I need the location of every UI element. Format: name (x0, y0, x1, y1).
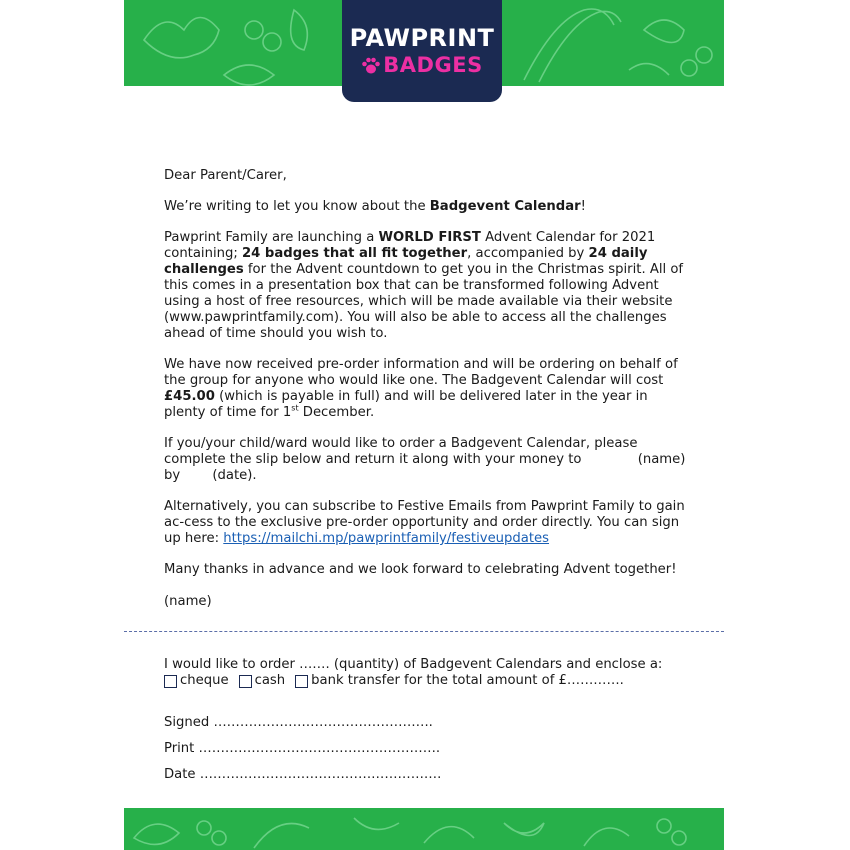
letter-page (124, 0, 724, 850)
paragraph-intro: We’re writing to let you know about the Badgevent Calendar! (164, 199, 586, 214)
cut-line (124, 631, 724, 632)
paw-icon (361, 57, 381, 75)
paragraph-subscribe: Alternatively, you can subscribe to Festive Emails from Pawprint Family to gain ac-cess to the exclusive pre-order opportunity and order directly. You can sign up here: https://mailchi.mp/pawprintfamily/festiveupdates (164, 499, 685, 546)
pawprint-badges-logo (342, 0, 502, 102)
date-line: Date ………………………………………………. (164, 767, 442, 782)
option-cash[interactable]: cash (239, 673, 286, 689)
checkbox-bank-transfer[interactable] (295, 675, 308, 688)
signed-line: Signed ………………………………………….. (164, 715, 433, 730)
bottom-festive-banner (124, 808, 724, 850)
paragraph-launch: Pawprint Family are launching a WORLD FIRST Advent Calendar for 2021 containing; 24 badges that all fit together, accompanied by 24 daily challenges for the Advent countdown to get you in the Christmas spirit. All of this comes in a presentation box that can be transformed following Advent using a host of free resources, which will be made available via their website (www.pawprintfamily.com). You will also be able to access all the challenges ahead of time should you wish to. (164, 230, 684, 341)
logo-line-2 (342, 53, 502, 77)
paragraph-price: We have now received pre-order information and will be ordering on behalf of the group for anyone who would like one. The Badgevent Calendar will cost £45.00 (which is payable in full) and will be delivered later in the year in plenty of time for 1st December. (164, 357, 678, 420)
print-line: Print ………………………………………………. (164, 741, 441, 756)
checkbox-cash[interactable] (239, 675, 252, 688)
signoff-name: (name) (164, 594, 212, 609)
order-quantity-line: I would like to order ……. (quantity) of Badgevent Calendars and enclose a: (164, 657, 663, 672)
option-cheque[interactable]: cheque (164, 673, 229, 689)
paragraph-order: If you/your child/ward would like to order a Badgevent Calendar, please complete the slip below and return it along with your money to (name) by (date). (164, 436, 686, 483)
greeting: Dear Parent/Carer, (164, 168, 287, 183)
paragraph-thanks: Many thanks in advance and we look forward to celebrating Advent together! (164, 562, 677, 577)
logo-line-1: PAWPRINT (349, 24, 495, 52)
letter-body (164, 168, 688, 593)
festive-updates-link[interactable]: https://mailchi.mp/pawprintfamily/festiveupdates (223, 531, 550, 546)
checkbox-cheque[interactable] (164, 675, 177, 688)
order-slip (164, 657, 704, 689)
payment-options (164, 673, 704, 689)
option-bank-transfer[interactable]: bank transfer for the total amount of £…………. (295, 673, 624, 689)
holly-pattern-icon (124, 808, 724, 850)
logo-line-2-text: BADGES (383, 53, 483, 77)
